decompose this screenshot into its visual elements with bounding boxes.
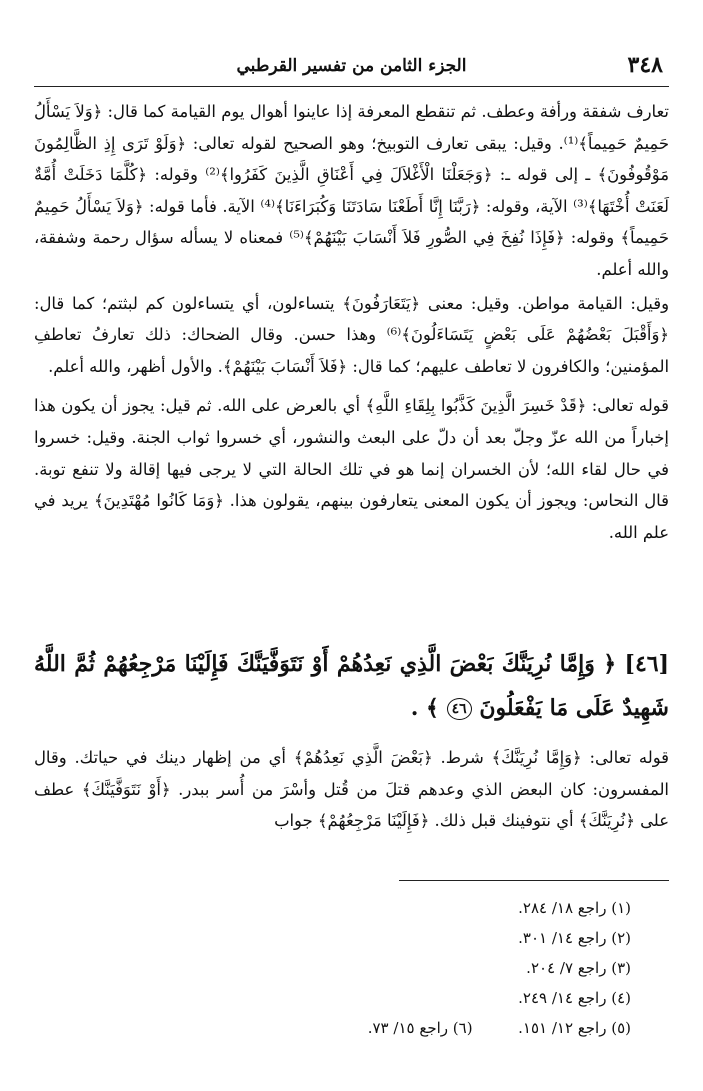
verse-closing: ﴾ . xyxy=(410,695,439,721)
footnote: (١) راجع ١٨/ ٢٨٤. xyxy=(518,899,631,917)
quran-verse-heading xyxy=(34,642,669,730)
verse-number: [٤٦] xyxy=(624,651,669,677)
verse-text: ﴿ وَإِمَّا نُرِيَنَّكَ بَعْضَ الَّذِي نَعِدُهُمْ أَوْ نَتَوَفَّيَنَّكَ فَإِلَيْنَا مَرْجِعُهُمْ ثُمَّ اللَّهُ شَهِيدٌ عَلَى مَا يَفْعَلُونَ xyxy=(34,651,669,721)
footnote-divider xyxy=(399,880,669,881)
body-paragraph: قوله تعالى: ﴿قَدْ خَسِرَ الَّذِينَ كَذَّبُوا بِلِقَاءِ اللَّهِ﴾ أي بالعرض على الله. ثم قيل: يجوز أن يكون هذا إخباراً من الله عزّ وجلّ بعد أن دلّ على البعث والنشور، أي خسروا ثواب الجنة. وقيل: خسروا في حال لقاء الله؛ لأن الخسران إنما هو في تلك الحالة التي لا يرجى فيها إقالة ولا تنفع توبة. قال النحاس: ويجوز أن يكون المعنى يتعارفون بينهم، يقولون هذا. ﴿وَمَا كَانُوا مُهْتَدِينَ﴾ يريد في علم الله. xyxy=(34,396,669,542)
footnotes xyxy=(368,893,631,1043)
commentary-paragraph: قوله تعالى: ﴿وَإِمَّا نُرِيَنَّكَ﴾ شرط. ﴿بَعْضَ الَّذِي نَعِدُهُمْ﴾ أي من إظهار دينك في حياتك. وقال المفسرون: كان البعض الذي وعدهم قتلَ من قُتل وأسْرَ من أُسر ببدر. ﴿أَوْ نَتَوَفَّيَنَّكَ﴾ عطف على ﴿نُرِيَنَّكَ﴾ أي نتوفينك قبل ذلك. ﴿فَإِلَيْنَا مَرْجِعُهُمْ﴾ جواب xyxy=(34,748,669,831)
footnote: (٢) راجع ١٤/ ٣٠١. xyxy=(518,929,631,947)
page-header xyxy=(34,52,669,87)
commentary-text xyxy=(34,742,669,837)
body-paragraph: وقيل: القيامة مواطن. وقيل: معنى ﴿يَتَعَارَفُونَ﴾ يتساءلون، أي يتساءلون كم لبثتم؛ كما قال: ﴿وَأَقْبَلَ بَعْضُهُمْ عَلَى بَعْضٍ يَتَسَاءَلُونَ﴾⁽⁶⁾ وهذا حسن. وقال الضحاك: ذلك تعارفُ تعاطفِ المؤمنين؛ والكافرون لا تعاطف عليهم؛ كما قال: ﴿فَلاَ أَنْسَابَ بَيْنَهُمْ﴾. والأول أظهر، والله أعلم. xyxy=(34,293,669,376)
footnote: (٥) راجع ١٢/ ١٥١. xyxy=(518,1019,631,1037)
footnote: (٣) راجع ٧/ ٢٠٤. xyxy=(526,959,631,977)
page-number: ٣٤٨ xyxy=(627,52,663,78)
footnote: (٤) راجع ١٤/ ٢٤٩. xyxy=(518,989,631,1007)
main-text xyxy=(34,96,669,548)
ayah-number-marker: ٤٦ xyxy=(447,698,472,720)
footnote: (٦) راجع ١٥/ ٧٣. xyxy=(367,1019,473,1037)
body-paragraph: تعارف شفقة ورأفة وعطف. ثم تنقطع المعرفة إذا عاينوا أهوال يوم القيامة كما قال: ﴿وَلاَ يَسْأَلُ حَمِيمٌ حَمِيماً﴾⁽¹⁾. وقيل: يبقى تعارف التوبيخ؛ وهو الصحيح لقوله تعالى: ﴿وَلَوْ تَرَى إِذِ الظَّالِمُونَ مَوْقُوفُونَ﴾ ـ إلى قوله ـ: ﴿وَجَعَلْنَا الْأَغْلاَلَ فِي أَعْنَاقِ الَّذِينَ كَفَرُوا﴾⁽²⁾ وقوله: ﴿كُلَّمَا دَخَلَتْ أُمَّةٌ لَعَنَتْ أُخْتَهَا﴾⁽³⁾ الآية، وقوله: ﴿رَبَّنَا إِنَّا أَطَعْنَا سَادَتَنَا وَكُبَرَاءَنَا﴾⁽⁴⁾ الآية. فأما قوله: ﴿وَلاَ يَسْأَلُ حَمِيمٌ حَمِيماً﴾ وقوله: ﴿فَإِذَا نُفِخَ فِي الصُّورِ فَلاَ أَنْسَابَ بَيْنَهُمْ﴾⁽⁵⁾ فمعناه لا يسأله سؤال رحمة وشفقة، والله أعلم. xyxy=(34,102,670,279)
running-title: الجزء الثامن من تفسير القرطبي xyxy=(236,56,467,76)
footnote-row xyxy=(368,1013,631,1043)
